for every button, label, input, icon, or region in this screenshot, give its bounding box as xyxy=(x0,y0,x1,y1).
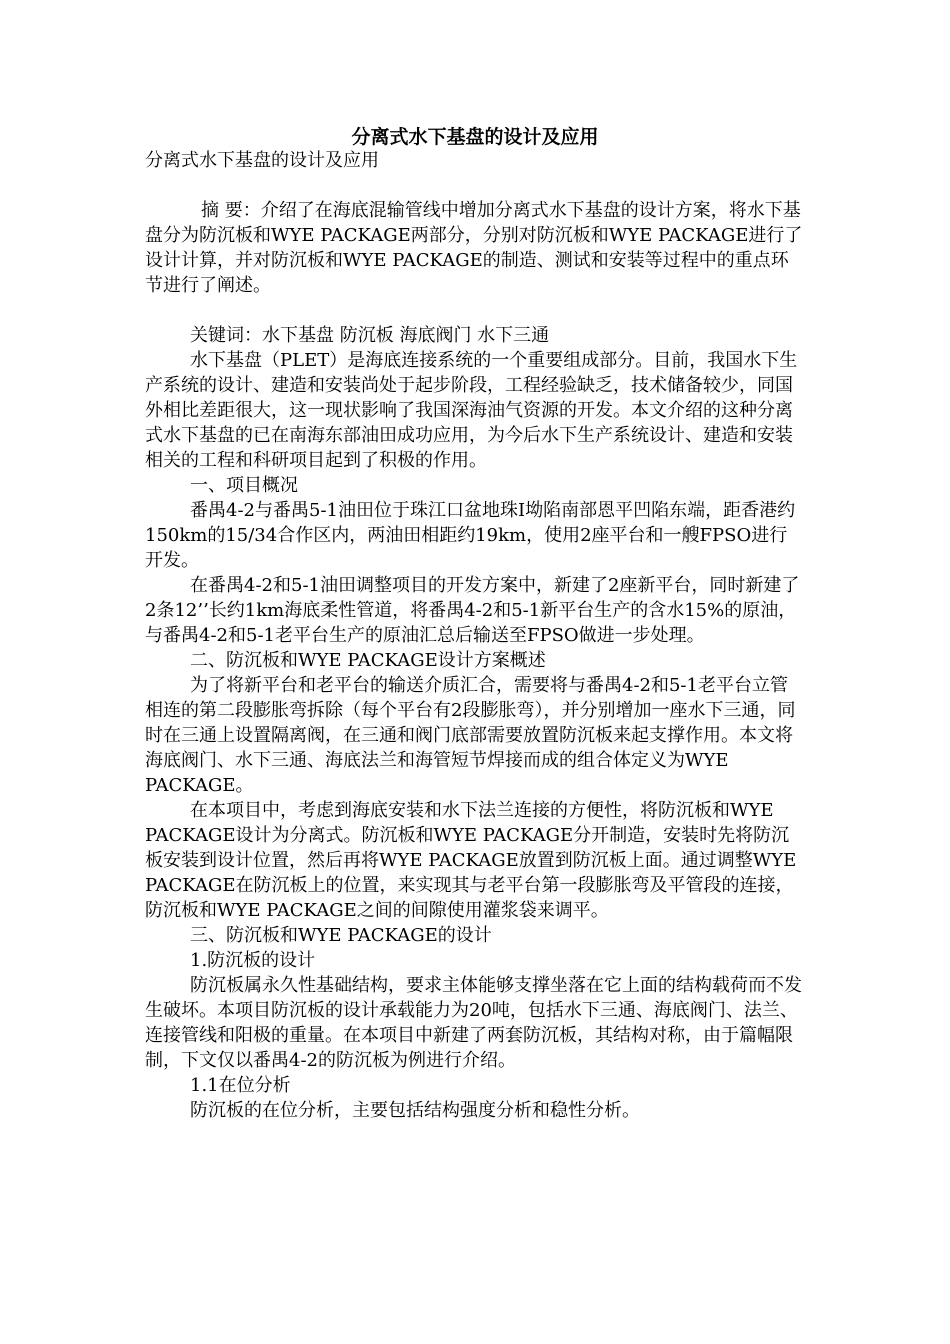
paragraph-mudmat-design: 防沉板属永久性基础结构，要求主体能够支撑坐落在它上面的结构载荷而不发生破坏。本项目防沉板的设计承载能力为20吨，包括水下三通、海底阀门、法兰、连接管线和阳极的重量。在本项目中新建了两套防沉板，其结构对称，由于篇幅限制，下文仅以番禺4-2的防沉板为例进行介绍。 xyxy=(145,975,802,1071)
subsection-heading-1: 1.防沉板的设计 xyxy=(190,950,316,971)
document-subtitle: 分离式水下基盘的设计及应用 xyxy=(145,150,379,171)
abstract: 摘 要：介绍了在海底混输管线中增加分离式水下基盘的设计方案，将水下基盘分为防沉板和WYE PACKAGE两部分，分别对防沉板和WYE PACKAGE进行了设计计算，并对防沉板和WYE PACKAGE的制造、测试和安装等过程中的重点环节进行了阐述。 xyxy=(145,200,803,296)
paragraph-project-location: 番禺4-2与番禺5-1油田位于珠江口盆地珠Ⅰ坳陷南部恩平凹陷东端，距香港约150km的15/34合作区内，两油田相距约19km，使用2座平台和一艘FPSO进行开发。 xyxy=(145,500,796,571)
section-heading-3: 三、防沉板和WYE PACKAGE的设计 xyxy=(190,925,492,946)
subsection-heading-1-1: 1.1在位分析 xyxy=(190,1075,291,1096)
paragraph-wye-definition: 为了将新平台和老平台的输送介质汇合，需要将与番禺4-2和5-1老平台立管相连的第二段膨胀弯拆除（每个平台有2段膨胀弯），并分别增加一座水下三通，同时在三通上设置隔离阀，在三通和阀门底部需要放置防沉板来起支撑作用。本文将海底阀门、水下三通、海底法兰和海管短节焊接而成的组合体定义为WYE PACKAGE。 xyxy=(145,675,796,796)
keywords: 关键词：水下基盘 防沉板 海底阀门 水下三通 xyxy=(190,325,550,346)
paragraph-in-place-analysis: 防沉板的在位分析，主要包括结构强度分析和稳性分析。 xyxy=(190,1100,640,1121)
document-title: 分离式水下基盘的设计及应用 xyxy=(351,126,599,148)
spacer xyxy=(145,173,805,198)
paragraph-project-scope: 在番禺4-2和5-1油田调整项目的开发方案中，新建了2座新平台，同时新建了2条12’’长约1km海底柔性管道，将番禺4-2和5-1新平台生产的含水15%的原油，与番禺4-2和5-1老平台生产的原油汇总后输送至FPSO做进一步处理。 xyxy=(145,575,800,646)
paragraph-separated-design: 在本项目中，考虑到海底安装和水下法兰连接的方便性，将防沉板和WYE PACKAGE设计为分离式。防沉板和WYE PACKAGE分开制造，安装时先将防沉板安装到设计位置，然后再将WYE PACKAGE放置到防沉板上面。通过调整WYE PACKAGE在防沉板上的位置，来实现其与老平台第一段膨胀弯及平管段的连接，防沉板和WYE PACKAGE之间的间隙使用灌浆袋来调平。 xyxy=(145,800,797,921)
paragraph-intro: 水下基盘（PLET）是海底连接系统的一个重要组成部分。目前，我国水下生产系统的设计、建造和安装尚处于起步阶段，工程经验缺乏，技术储备较少，同国外相比差距很大，这一现状影响了我国深海油气资源的开发。本文介绍的这种分离式水下基盘的已在南海东部油田成功应用，为今后水下生产系统设计、建造和安装相关的工程和科研项目起到了积极的作用。 xyxy=(145,350,798,471)
section-heading-1: 一、项目概况 xyxy=(190,475,298,496)
document-body xyxy=(145,148,805,1123)
spacer xyxy=(145,298,805,323)
section-heading-2: 二、防沉板和WYE PACKAGE设计方案概述 xyxy=(190,650,546,671)
